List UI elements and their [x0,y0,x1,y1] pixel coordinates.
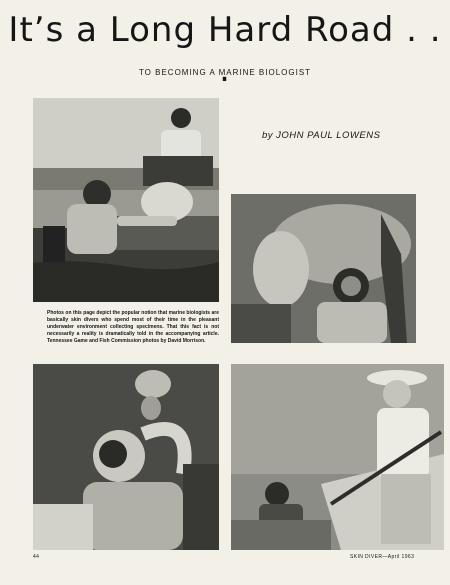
photo-diver-boat [33,98,219,302]
article-byline: by JOHN PAUL LOWENS [262,130,381,141]
photo-underwater-divers-image [231,194,416,343]
photo-caption: Photos on this page depict the popular notion that marine biologists are basically skin divers who spend most of their time in the pleasant underwater environment collecting specimens. That this fact is not necessarily a reality is dramatically told in the accompanying article. Tennessee Game and Fish Commission photos by David Morrison. [47,310,219,345]
photo-diver-regulator [33,364,219,550]
article-headline: It’s a Long Hard Road . . . [8,10,442,90]
page-number: 44 [33,554,40,560]
photo-boat-surface-image [231,364,444,550]
photo-diver-boat-image [33,98,219,302]
photo-diver-regulator-image [33,364,219,550]
article-subheadline: TO BECOMING A MARINE BIOLOGIST [138,68,312,77]
magazine-issue: SKIN DIVER—April 1963 [350,554,415,560]
photo-boat-surface [231,364,444,550]
photo-underwater-divers [231,194,416,343]
